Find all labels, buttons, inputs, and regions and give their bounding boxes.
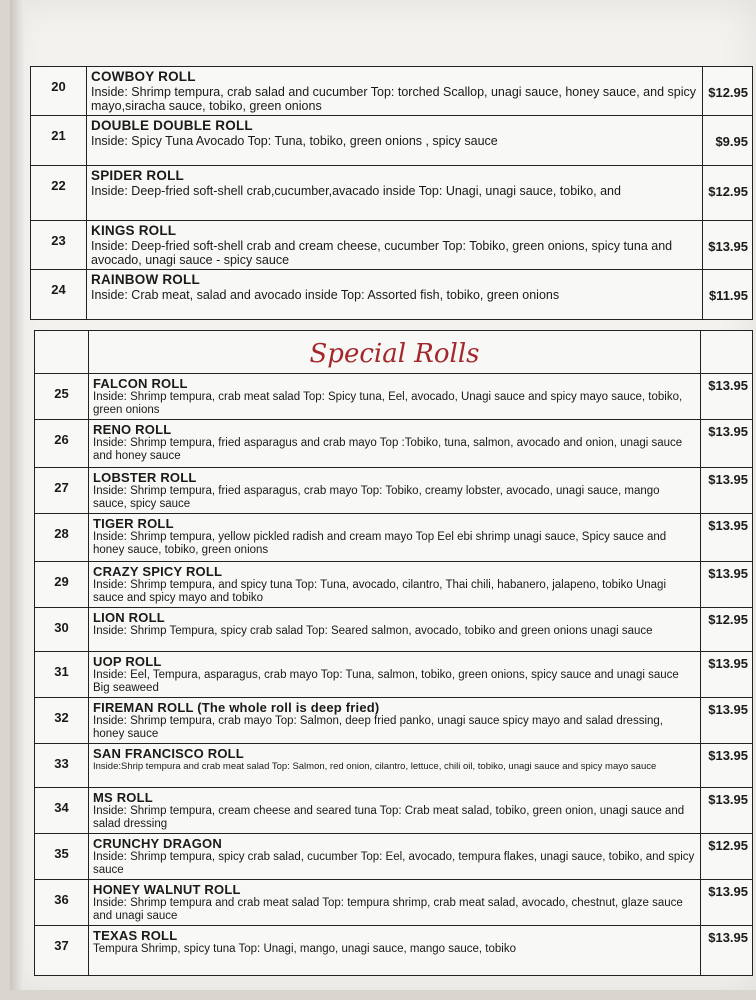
item-number: 29 <box>35 562 89 608</box>
item-price: $13.95 <box>701 652 753 698</box>
menu-item-row <box>35 834 753 880</box>
item-ingredients: Inside: Shrimp tempura, fried asparagus, crab mayo Top: Tobiko, creamy lobster, avocado, unagi sauce, mango sauce, spicy sauce <box>93 485 660 510</box>
item-price: $13.95 <box>701 514 753 562</box>
item-number: 22 <box>31 166 87 221</box>
item-description-cell <box>89 514 701 562</box>
item-description-cell <box>89 788 701 834</box>
menu-item-row <box>31 221 753 270</box>
menu-item-row <box>35 926 753 976</box>
item-name: DOUBLE DOUBLE ROLL <box>91 118 253 133</box>
rolls-table <box>30 66 753 320</box>
item-price: $13.95 <box>701 926 753 976</box>
item-price: $13.95 <box>701 374 753 420</box>
item-name: LOBSTER ROLL <box>93 470 197 485</box>
item-name: TEXAS ROLL <box>93 928 178 943</box>
item-name: CRUNCHY DRAGON <box>93 836 222 851</box>
item-name: MS ROLL <box>93 790 153 805</box>
menu-item-row <box>35 374 753 420</box>
item-description-cell <box>89 562 701 608</box>
item-ingredients: Inside: Shrimp tempura and crab meat salad Top: tempura shrimp, crab meat salad, avocado, chestnut, glaze sauce and unagi sauce <box>93 897 683 922</box>
item-name: SPIDER ROLL <box>91 168 184 183</box>
menu-item-row <box>31 270 753 320</box>
item-name: UOP ROLL <box>93 654 162 669</box>
item-description-cell <box>89 698 701 744</box>
item-number: 33 <box>35 744 89 788</box>
menu-item-row <box>35 468 753 514</box>
item-name: TIGER ROLL <box>93 516 174 531</box>
special-rolls-table <box>34 330 753 976</box>
item-description-cell <box>89 652 701 698</box>
item-name: RENO ROLL <box>93 422 172 437</box>
item-name: FALCON ROLL <box>93 376 188 391</box>
item-number: 36 <box>35 880 89 926</box>
item-ingredients: Inside: Deep-fried soft-shell crab,cucumber,avacado inside Top: Unagi, unagi sauce, tobiko, and <box>91 184 621 198</box>
item-price: $13.95 <box>701 562 753 608</box>
item-name: FIREMAN ROLL (The whole roll is deep fried) <box>93 700 380 715</box>
item-price: $13.95 <box>701 420 753 468</box>
item-name: SAN FRANCISCO ROLL <box>93 746 244 761</box>
item-price: $13.95 <box>701 880 753 926</box>
item-price: $9.95 <box>703 116 753 166</box>
menu-item-row <box>35 652 753 698</box>
item-price: $12.95 <box>701 834 753 880</box>
item-ingredients: Inside: Shrimp tempura, yellow pickled radish and cream mayo Top Eel ebi shrimp unagi sauce, Spicy sauce and honey sauce, tobiko, green onions <box>93 531 667 556</box>
item-name: CRAZY SPICY ROLL <box>93 564 223 579</box>
item-name: LION ROLL <box>93 610 165 625</box>
menu-item-row <box>35 562 753 608</box>
item-number: 21 <box>31 116 87 166</box>
menu-item-row <box>35 420 753 468</box>
menu-item-row <box>31 67 753 116</box>
item-name: COWBOY ROLL <box>91 69 196 84</box>
menu-item-row <box>35 880 753 926</box>
item-number: 23 <box>31 221 87 270</box>
item-description-cell <box>87 166 703 221</box>
special-rolls-title: Special Rolls <box>89 331 701 374</box>
item-description-cell <box>87 270 703 320</box>
item-ingredients: Inside: Eel, Tempura, asparagus, crab mayo Top: Tuna, salmon, tobiko, green onions, spicy sauce and unagi sauce Big seaweed <box>93 669 679 694</box>
item-number: 30 <box>35 608 89 652</box>
item-number: 37 <box>35 926 89 976</box>
item-price: $13.95 <box>701 788 753 834</box>
item-ingredients: Inside:Shrip tempura and crab meat salad Top: Salmon, red onion, cilantro, lettuce, chili oil, tobiko, unagi sauce and spicy mayo sauce <box>93 761 657 772</box>
item-description-cell <box>89 420 701 468</box>
item-price: $13.95 <box>701 698 753 744</box>
menu-item-row <box>35 698 753 744</box>
menu-item-row <box>31 116 753 166</box>
item-number: 24 <box>31 270 87 320</box>
item-ingredients: Inside: Shrimp tempura, fried asparagus and crab mayo Top :Tobiko, tuna, salmon, avocado and onion, unagi sauce and honey sauce <box>93 437 683 462</box>
item-price: $12.95 <box>703 67 753 116</box>
item-ingredients: Inside: Deep-fried soft-shell crab and cream cheese, cucumber Top: Tobiko, green onions, spicy tuna and avocado, unagi sauce - spicy sauce <box>91 239 673 267</box>
item-ingredients: Inside: Spicy Tuna Avocado Top: Tuna, tobiko, green onions , spicy sauce <box>91 134 498 148</box>
item-name: HONEY WALNUT ROLL <box>93 882 241 897</box>
menu-item-row <box>35 788 753 834</box>
item-ingredients: Inside: Shrimp tempura, crab mayo Top: Salmon, deep fried panko, unagi sauce spicy mayo and salad dressing, honey sauce <box>93 715 663 740</box>
item-ingredients: Inside: Shrimp tempura, cream cheese and seared tuna Top: Crab meat salad, tobiko, green onion, unagi sauce and salad dressing <box>93 805 685 830</box>
item-description-cell <box>87 221 703 270</box>
item-number: 25 <box>35 374 89 420</box>
item-price: $13.95 <box>701 468 753 514</box>
item-ingredients: Inside: Shrimp tempura, crab meat salad Top: Spicy tuna, Eel, avocado, Unagi sauce and spicy mayo sauce, tobiko, green onions <box>93 391 683 416</box>
item-name: RAINBOW ROLL <box>91 272 200 287</box>
item-price: $13.95 <box>701 744 753 788</box>
item-description-cell <box>89 880 701 926</box>
item-number: 31 <box>35 652 89 698</box>
item-description-cell <box>87 67 703 116</box>
item-price: $13.95 <box>703 221 753 270</box>
header-num-cell <box>35 331 89 374</box>
item-description-cell <box>87 116 703 166</box>
item-description-cell <box>89 744 701 788</box>
menu-item-row <box>31 166 753 221</box>
item-number: 27 <box>35 468 89 514</box>
item-description-cell <box>89 834 701 880</box>
item-name: KINGS ROLL <box>91 223 177 238</box>
item-ingredients: Inside: Shrimp tempura, and spicy tuna Top: Tuna, avocado, cilantro, Thai chili, habanero, jalapeno, tobiko Unagi sauce and spicy mayo and tobiko <box>93 579 667 604</box>
item-price: $12.95 <box>701 608 753 652</box>
item-description-cell <box>89 926 701 976</box>
header-price-cell <box>701 331 753 374</box>
item-description-cell <box>89 608 701 652</box>
item-description-cell <box>89 374 701 420</box>
item-ingredients: Inside: Crab meat, salad and avocado inside Top: Assorted fish, tobiko, green onions <box>91 288 560 302</box>
item-price: $12.95 <box>703 166 753 221</box>
item-ingredients: Inside: Shrimp tempura, spicy crab salad, cucumber Top: Eel, avocado, tempura flakes, unagi sauce, tobiko, and spicy sauce <box>93 851 695 876</box>
item-number: 34 <box>35 788 89 834</box>
item-number: 20 <box>31 67 87 116</box>
item-price: $11.95 <box>703 270 753 320</box>
item-number: 26 <box>35 420 89 468</box>
item-number: 35 <box>35 834 89 880</box>
menu-item-row <box>35 744 753 788</box>
item-ingredients: Inside: Shrimp Tempura, spicy crab salad Top: Seared salmon, avocado, tobiko and green onions unagi sauce <box>93 625 653 637</box>
item-number: 28 <box>35 514 89 562</box>
item-description-cell <box>89 468 701 514</box>
item-ingredients: Tempura Shrimp, spicy tuna Top: Unagi, mango, unagi sauce, mango sauce, tobiko <box>93 943 516 955</box>
menu-item-row <box>35 608 753 652</box>
item-ingredients: Inside: Shrimp tempura, crab salad and cucumber Top: torched Scallop, unagi sauce, honey sauce, and spicy mayo,siracha sauce, tobiko, green onions <box>91 85 696 113</box>
item-number: 32 <box>35 698 89 744</box>
menu-item-row <box>35 514 753 562</box>
